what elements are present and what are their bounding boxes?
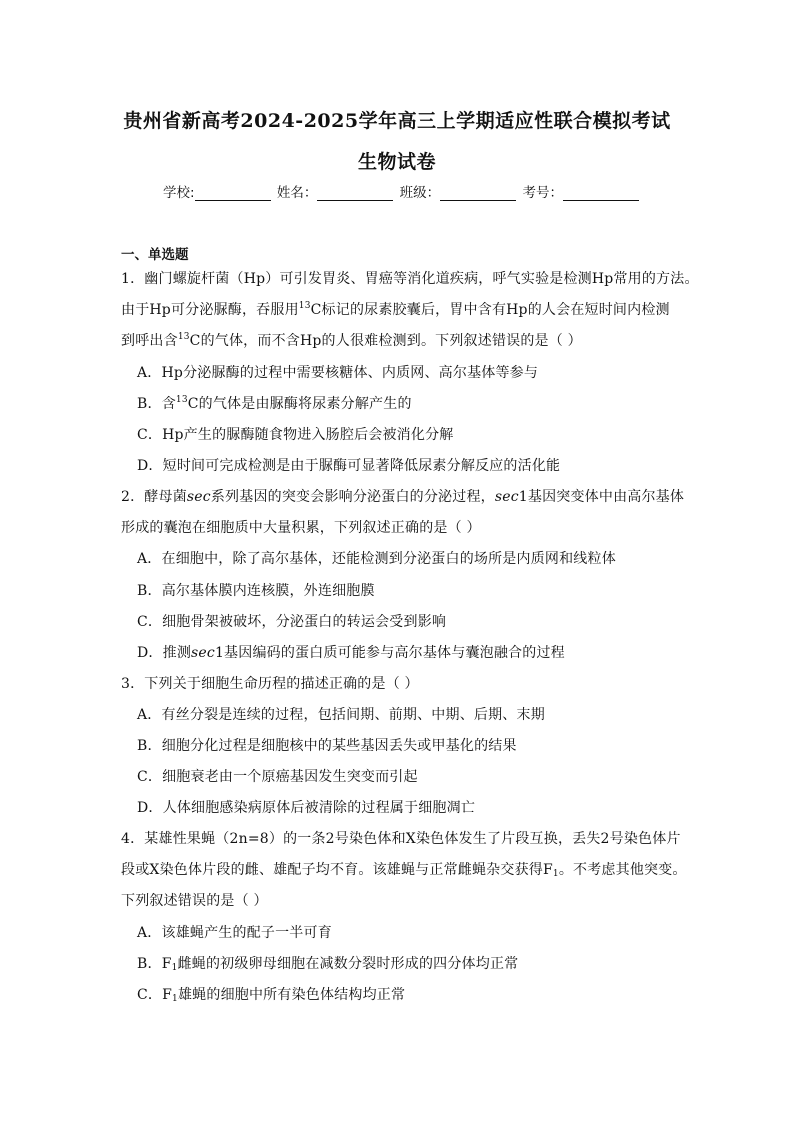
school-blank xyxy=(195,186,271,201)
q4-option-b[interactable] xyxy=(137,953,518,973)
q4-option-b-text: B．F xyxy=(137,956,172,972)
q1-text: 到呼出含 xyxy=(121,333,178,349)
exam-title: 贵州省新高考2024-2025学年高三上学期适应性联合模拟考试 xyxy=(123,110,671,132)
q1-option-c[interactable]: C．Hp产生的脲酶随食物进入肠腔后会被消化分解 xyxy=(137,427,454,443)
q1-text: C标记的尿素胶囊后，胃中含有Hp的人会在短时间内检测 xyxy=(310,302,670,318)
name-label: 姓名： xyxy=(276,185,318,201)
class-blank xyxy=(440,186,516,201)
exam-number-blank xyxy=(563,186,639,201)
section-heading: 一、单选题 xyxy=(121,247,189,263)
q1-superscript: 13 xyxy=(177,332,190,342)
q4-option-c-text: C．F xyxy=(137,987,173,1003)
q4-stem-line3: 下列叙述错误的是（ ） xyxy=(121,893,268,909)
q1-text: 由于Hp可分泌脲酶，吞服用 xyxy=(121,302,299,318)
q2-option-d-text: 1基因编码的蛋白质可能参与高尔基体与囊泡融合的过程 xyxy=(214,645,565,661)
q4-text: 。不考虑其他突变。 xyxy=(558,862,687,878)
q2-gene-name: sec xyxy=(191,645,215,661)
q1-stem-line3 xyxy=(121,330,582,350)
q2-option-d[interactable] xyxy=(137,642,565,662)
q1-option-d[interactable]: D．短时间可完成检测是由于脲酶可显著降低尿素分解反应的活化能 xyxy=(137,458,561,474)
q4-option-c-subscript: 1 xyxy=(172,994,178,1004)
student-info-row xyxy=(163,181,641,201)
class-label: 班级： xyxy=(399,185,441,201)
q1-superscript: 13 xyxy=(298,301,311,311)
q4-option-b-subscript: 1 xyxy=(171,963,178,973)
q2-gene-name: sec xyxy=(186,489,211,505)
school-label: 学校: xyxy=(163,185,195,201)
q2-option-c[interactable]: C．细胞骨架被破坏，分泌蛋白的转运会受到影响 xyxy=(137,614,447,630)
q3-option-d[interactable]: D．人体细胞感染病原体后被清除的过程属于细胞凋亡 xyxy=(137,800,476,816)
q3-option-c[interactable]: C．细胞衰老由一个原癌基因发生突变而引起 xyxy=(137,769,418,785)
q1-option-b-text: C的气体是由脲酶将尿素分解产生的 xyxy=(187,396,412,412)
q2-text: 1基因突变体中由高尔基体 xyxy=(518,489,685,505)
q3-option-a[interactable]: A．有丝分裂是连续的过程，包括间期、前期、中期、后期、末期 xyxy=(137,707,545,723)
q3-option-b[interactable]: B．细胞分化过程是细胞核中的某些基因丢失或甲基化的结果 xyxy=(137,738,517,754)
q1-option-b[interactable] xyxy=(137,393,412,413)
q1-option-a[interactable]: A．Hp分泌脲酶的过程中需要核糖体、内质网、高尔基体等参与 xyxy=(137,365,539,381)
q2-text: 2．酵母菌 xyxy=(121,489,187,505)
q3-stem-line1: 3．下列关于细胞生命历程的描述正确的是（ ） xyxy=(121,676,419,692)
q4-text: 段或X染色体片段的雌、雄配子均不育。该雄蝇与正常雌蝇杂交获得F xyxy=(121,862,553,878)
q4-option-c-text: 雄蝇的细胞中所有染色体结构均正常 xyxy=(177,987,406,1003)
q2-option-b[interactable]: B．高尔基体膜内连核膜，外连细胞膜 xyxy=(137,583,375,599)
q4-option-c[interactable] xyxy=(137,984,405,1004)
q1-option-b-superscript: 13 xyxy=(175,395,188,405)
exam-number-label: 考号： xyxy=(522,185,563,201)
q4-option-a[interactable]: A．该雄蝇产生的配子一半可育 xyxy=(137,925,332,941)
q2-option-d-text: D．推测 xyxy=(137,645,192,661)
q4-subscript: 1 xyxy=(552,869,559,879)
q2-text: 系列基因的突变会影响分泌蛋白的分泌过程， xyxy=(210,489,495,505)
q2-stem-line2: 形成的囊泡在细胞质中大量积累，下列叙述正确的是（ ） xyxy=(121,520,481,536)
q2-stem-line1 xyxy=(121,486,684,506)
exam-subject-title: 生物试卷 xyxy=(357,151,436,173)
q4-stem-line1: 4．某雄性果蝇（2n=8）的一条2号染色体和X染色体发生了片段互换，丢失2号染色体片 xyxy=(121,831,681,847)
q1-stem-line1: 1．幽门螺旋杆菌（Hp）可引发胃炎、胃癌等消化道疾病，呼气实验是检测Hp常用的方法。 xyxy=(121,271,699,287)
q1-stem-line2 xyxy=(121,299,670,319)
q4-stem-line2 xyxy=(121,859,687,879)
q1-option-b-text: B．含 xyxy=(137,396,176,412)
q1-text: C的气体，而不含Hp的人很难检测到。下列叙述错误的是（ ） xyxy=(189,333,582,349)
q2-option-a[interactable]: A．在细胞中，除了高尔基体，还能检测到分泌蛋白的场所是内质网和线粒体 xyxy=(137,551,616,567)
name-blank xyxy=(317,186,393,201)
q2-gene-name: sec xyxy=(494,489,519,505)
q4-option-b-text: 雌蝇的初级卵母细胞在减数分裂时形成的四分体均正常 xyxy=(177,956,519,972)
